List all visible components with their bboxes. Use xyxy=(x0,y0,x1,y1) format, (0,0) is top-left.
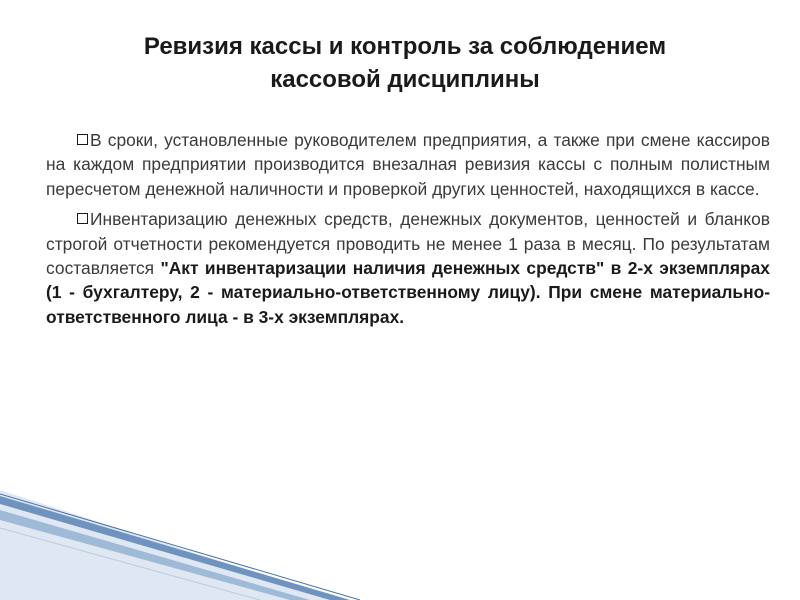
checkbox-square-icon xyxy=(77,213,88,224)
paragraph-2-bold-text: "Акт инвентаризации наличия денежных средств" в 2-х экземплярах (1 - бухгалтеру, 2 - материально-ответственному лицу). При смене материально-ответственного лица - в 3-х экземплярах. xyxy=(46,258,770,327)
paragraph-1-text: В сроки, установленные руководителем предприятия, а также при смене кассиров на каждом предприятии производится внезалная ревизия кассы с полным полистным пересчетом денежной наличности и проверкой других ценностей, находящихся в кассе. xyxy=(46,130,770,199)
paragraph-2-text: Инвентаризацию денежных средств, денежных документов, ценностей и бланков строгой отчетности рекомендуется проводить не менее 1 раза в месяц. По результатам составляется xyxy=(46,209,770,279)
title-line-1: Ревизия кассы и контроль за соблюдением xyxy=(143,33,667,60)
decorative-wave xyxy=(0,490,800,600)
paragraph-1 xyxy=(46,128,770,201)
slide-title xyxy=(60,30,750,96)
checkbox-square-icon xyxy=(77,134,88,145)
paragraph-2 xyxy=(46,207,770,329)
slide-body xyxy=(46,128,770,335)
title-line-2: кассовой дисциплины xyxy=(270,66,540,93)
